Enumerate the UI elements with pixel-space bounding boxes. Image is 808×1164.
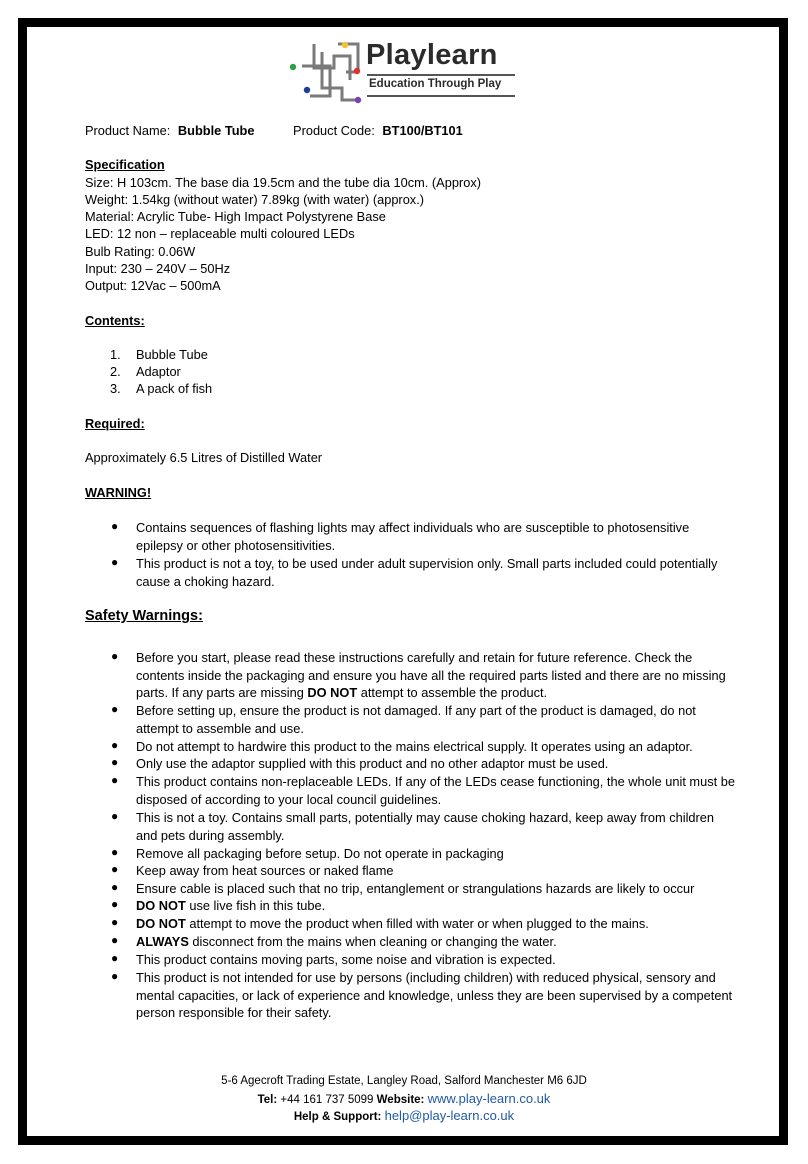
item-emphasis: DO NOT — [307, 685, 358, 701]
spec-line: Input: 230 – 240V – 50Hz — [85, 261, 231, 276]
product-code-value: BT100/BT101 — [382, 123, 463, 138]
bullet-icon: ● — [111, 969, 119, 983]
bullet-icon: ● — [111, 897, 119, 911]
item-text: Before setting up, ensure the product is not damaged. If any part of the product is damaged, do not attempt to assemble and use. — [136, 703, 696, 736]
bullet-icon: ● — [111, 555, 119, 569]
bullet-icon: ● — [111, 880, 119, 894]
website-link[interactable]: www.play-learn.co.uk — [427, 1091, 551, 1106]
item-emphasis: ALWAYS — [136, 934, 189, 949]
bullet-icon: ● — [111, 773, 119, 787]
list-item — [136, 915, 736, 933]
list-item: A pack of fish — [136, 381, 213, 396]
spec-line: Material: Acrylic Tube- High Impact Polystyrene Base — [85, 209, 386, 224]
logo-dot-red — [354, 68, 360, 74]
logo-dot-green — [290, 64, 296, 70]
list-item — [136, 702, 736, 737]
logo-dot-blue — [304, 87, 310, 93]
list-item — [136, 862, 736, 880]
item-text: Remove all packaging before setup. Do not operate in packaging — [136, 846, 504, 861]
item-text-tail: attempt to assemble the product. — [357, 685, 548, 701]
item-text: This is not a toy. Contains small parts, potentially may cause choking hazard, keep away from children and pets during assembly. — [136, 810, 715, 843]
item-text: Before you start, please read these instructions carefully and retain for future reference. Check the contents inside the packaging and ensure you have all the required parts listed and there are no missing parts. If any parts are missing — [136, 650, 726, 701]
product-code-label: Product Code: — [293, 123, 375, 138]
item-text: Keep away from heat sources or naked flame — [136, 863, 394, 878]
list-item — [136, 845, 736, 863]
spec-line: Bulb Rating: 0.06W — [85, 244, 196, 259]
spec-line: Weight: 1.54kg (without water) 7.89kg (with water) (approx.) — [85, 192, 425, 207]
list-item — [136, 933, 736, 951]
spec-line: LED: 12 non – replaceable multi coloured LEDs — [85, 226, 355, 241]
bullet-icon: ● — [111, 649, 119, 663]
bullet-icon: ● — [111, 702, 119, 716]
bullet-icon: ● — [111, 738, 119, 752]
list-number: 1. — [110, 347, 121, 362]
website-label: Website: — [376, 1094, 425, 1106]
list-item — [136, 809, 736, 844]
item-text: Only use the adaptor supplied with this product and no other adaptor must be used. — [136, 756, 609, 771]
bullet-icon: ● — [111, 755, 119, 769]
item-text: This product is not intended for use by persons (including children) with reduced physical, sensory and mental capacities, or lack of experience and knowledge, unless they are been supervised by a competent person responsible for their safety. — [136, 970, 733, 1021]
list-item — [136, 649, 736, 702]
list-item — [136, 880, 736, 898]
specification-heading: Specification — [85, 157, 165, 172]
list-item — [136, 738, 736, 756]
list-item: Contains sequences of flashing lights may affect individuals who are susceptible to photosensitive epilepsy or other photosensitivities. — [136, 520, 690, 553]
brand-name: Playlearn — [366, 39, 498, 71]
list-number: 3. — [110, 381, 121, 396]
required-heading: Required: — [85, 416, 145, 431]
footer-address: 5-6 Agecroft Trading Estate, Langley Road, Salford Manchester M6 6JD — [221, 1075, 587, 1087]
bullet-icon: ● — [111, 933, 119, 947]
footer-contact — [0, 1091, 808, 1106]
product-line — [85, 123, 463, 138]
tel-value: +44 161 737 5099 — [280, 1094, 374, 1106]
list-item: Adaptor — [136, 364, 181, 379]
item-text-tail: disconnect from the mains when cleaning or changing the water. — [188, 934, 557, 949]
list-item: This product is not a toy, to be used under adult supervision only. Small parts included could potentially cause a choking hazard. — [136, 556, 718, 589]
item-emphasis: DO NOT — [136, 916, 186, 931]
required-text: Approximately 6.5 Litres of Distilled Water — [85, 450, 323, 465]
brand-tagline: Education Through Play — [369, 78, 502, 90]
list-item — [136, 969, 736, 1022]
list-number: 2. — [110, 364, 121, 379]
tel-label: Tel: — [257, 1094, 278, 1106]
bullet-icon: ● — [111, 845, 119, 859]
contents-heading: Contents: — [85, 313, 145, 328]
logo-rule-bottom — [367, 95, 515, 97]
footer-support — [0, 1108, 808, 1123]
support-label: Help & Support: — [293, 1111, 382, 1123]
item-text: Do not attempt to hardwire this product to the mains electrical supply. It operates using an adaptor. — [136, 739, 693, 754]
spec-line: Output: 12Vac – 500mA — [85, 278, 221, 293]
item-text: This product contains non-replaceable LEDs. If any of the LEDs cease functioning, the whole unit must be disposed of according to your local council guidelines. — [136, 774, 735, 807]
bullet-icon: ● — [111, 862, 119, 876]
list-item — [136, 755, 736, 773]
logo-rule-top — [367, 74, 515, 76]
warning-heading: WARNING! — [85, 485, 152, 500]
item-text-tail: attempt to move the product when filled with water or when plugged to the mains. — [185, 916, 649, 931]
item-text: This product contains moving parts, some noise and vibration is expected. — [136, 952, 556, 967]
bullet-icon: ● — [111, 519, 119, 533]
item-text: Ensure cable is placed such that no trip, entanglement or strangulations hazards are likely to occur — [136, 881, 695, 896]
spec-line: Size: H 103cm. The base dia 19.5cm and the tube dia 10cm. (Approx) — [85, 175, 481, 190]
bullet-icon: ● — [111, 951, 119, 965]
item-text-tail: use live fish in this tube. — [185, 898, 326, 913]
list-item — [136, 897, 736, 915]
product-name-label: Product Name: — [85, 123, 171, 138]
list-item: Bubble Tube — [136, 347, 208, 362]
support-email-link[interactable]: help@play-learn.co.uk — [384, 1108, 515, 1123]
product-name-value: Bubble Tube — [177, 123, 255, 138]
item-emphasis: DO NOT — [136, 898, 186, 913]
list-item — [136, 773, 736, 808]
list-item — [136, 951, 736, 969]
bullet-icon: ● — [111, 809, 119, 823]
logo-dot-purple — [355, 97, 361, 103]
logo-dot-yellow — [342, 42, 348, 48]
safety-heading: Safety Warnings: — [85, 608, 203, 624]
bullet-icon: ● — [111, 915, 119, 929]
